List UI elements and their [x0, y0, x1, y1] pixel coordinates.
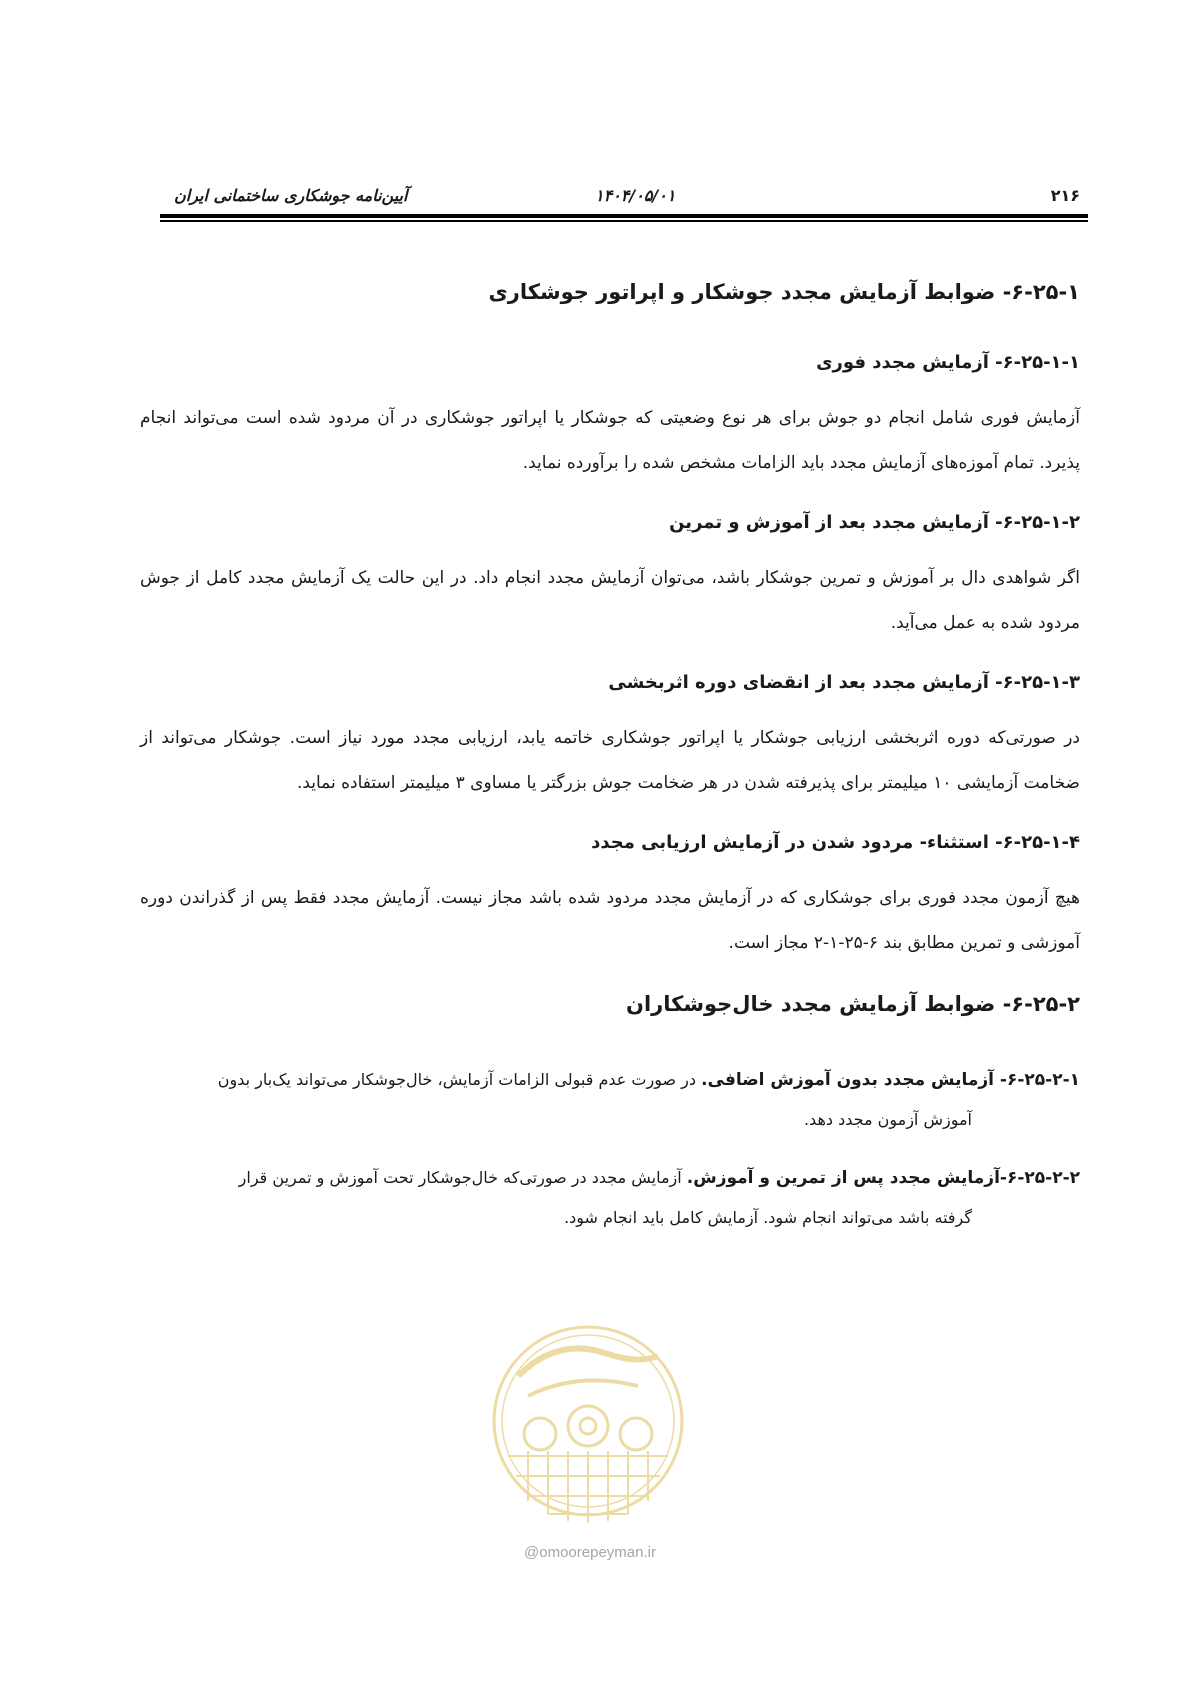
book-title: آیین‌نامه جوشکاری ساختمانی ایران [174, 186, 408, 205]
page-number: ۲۱۶ [1050, 186, 1080, 205]
header-date: ۱۴۰۴/۰۵/۰۱ [595, 186, 676, 205]
subsection-heading: ۶-۲۵-۱-۱- آزمایش مجدد فوری [816, 352, 1080, 373]
subsection-heading: ۶-۲۵-۱-۴- استثناء- مردود شدن در آزمایش ارزیابی مجدد [591, 832, 1080, 853]
list-item [140, 1060, 1080, 1140]
item-lead: ۶-۲۵-۲-۱- آزمایش مجدد بدون آموزش اضافی. [701, 1070, 1080, 1090]
header-rule-thick [160, 214, 1088, 218]
paragraph: آزمایش فوری شامل انجام دو جوش برای هر نوع وضعیتی که جوشکار یا اپراتور جوشکاری در آن مردود شده است می‌تواند انجام پذیرد. تمام آموزه‌های آزمایش مجدد باید الزامات مشخص شده را برآورده نماید. [140, 408, 1080, 473]
watermark-logo-icon [488, 1316, 688, 1526]
item-continuation: آموزش آزمون مجدد دهد. [803, 1110, 972, 1129]
paragraph: در صورتی‌که دوره اثربخشی ارزیابی جوشکار یا اپراتور جوشکاری خاتمه یابد، ارزیابی مجدد مورد نیاز است. جوشکار می‌تواند از ضخامت آزمایشی ۱۰ میلیمتر برای پذیرفته شدن در هر ضخامت جوش بزرگتر یا مساوی ۳ میلیمتر استفاده نماید. [140, 728, 1080, 793]
subsection-heading: ۶-۲۵-۱-۳- آزمایش مجدد بعد از انقضای دوره اثربخشی [608, 672, 1080, 693]
header-rule-thin [160, 220, 1088, 222]
item-continuation: گرفته باشد می‌تواند انجام شود. آزمایش کامل باید انجام شود. [564, 1208, 972, 1227]
watermark-site: @omoorepeyman.ir [524, 1544, 656, 1561]
paragraph: اگر شواهدی دال بر آموزش و تمرین جوشکار باشد، می‌توان آزمایش مجدد انجام داد. در این حالت یک آزمایش مجدد کامل از جوش مردود شده به عمل می‌آید. [140, 568, 1080, 633]
section-heading: ۶-۲۵-۲- ضوابط آزمایش مجدد خال‌جوشکاران [626, 992, 1080, 1016]
list-item [140, 1158, 1080, 1238]
item-lead: ۶-۲۵-۲-۲-آزمایش مجدد پس از تمرین و آموزش. [686, 1168, 1080, 1188]
paragraph: هیچ آزمون مجدد فوری برای جوشکاری که در آزمایش مجدد مردود شده باشد مجاز نیست. آزمایش مجدد فقط پس از گذراندن دوره آموزشی و تمرین مطابق بند ۶-۲۵-۱-۲ مجاز است. [140, 888, 1080, 953]
item-text: در صورت عدم قبولی الزامات آزمایش، خال‌جوشکار می‌تواند یک‌بار بدون [217, 1070, 702, 1089]
subsection-heading: ۶-۲۵-۱-۲- آزمایش مجدد بعد از آموزش و تمرین [669, 512, 1080, 533]
section-heading: ۶-۲۵-۱- ضوابط آزمایش مجدد جوشکار و اپراتور جوشکاری [488, 280, 1080, 304]
main-content [140, 276, 1080, 1256]
item-text: آزمایش مجدد در صورتی‌که خال‌جوشکار تحت آموزش و تمرین قرار [238, 1168, 687, 1187]
running-header [160, 186, 1088, 210]
